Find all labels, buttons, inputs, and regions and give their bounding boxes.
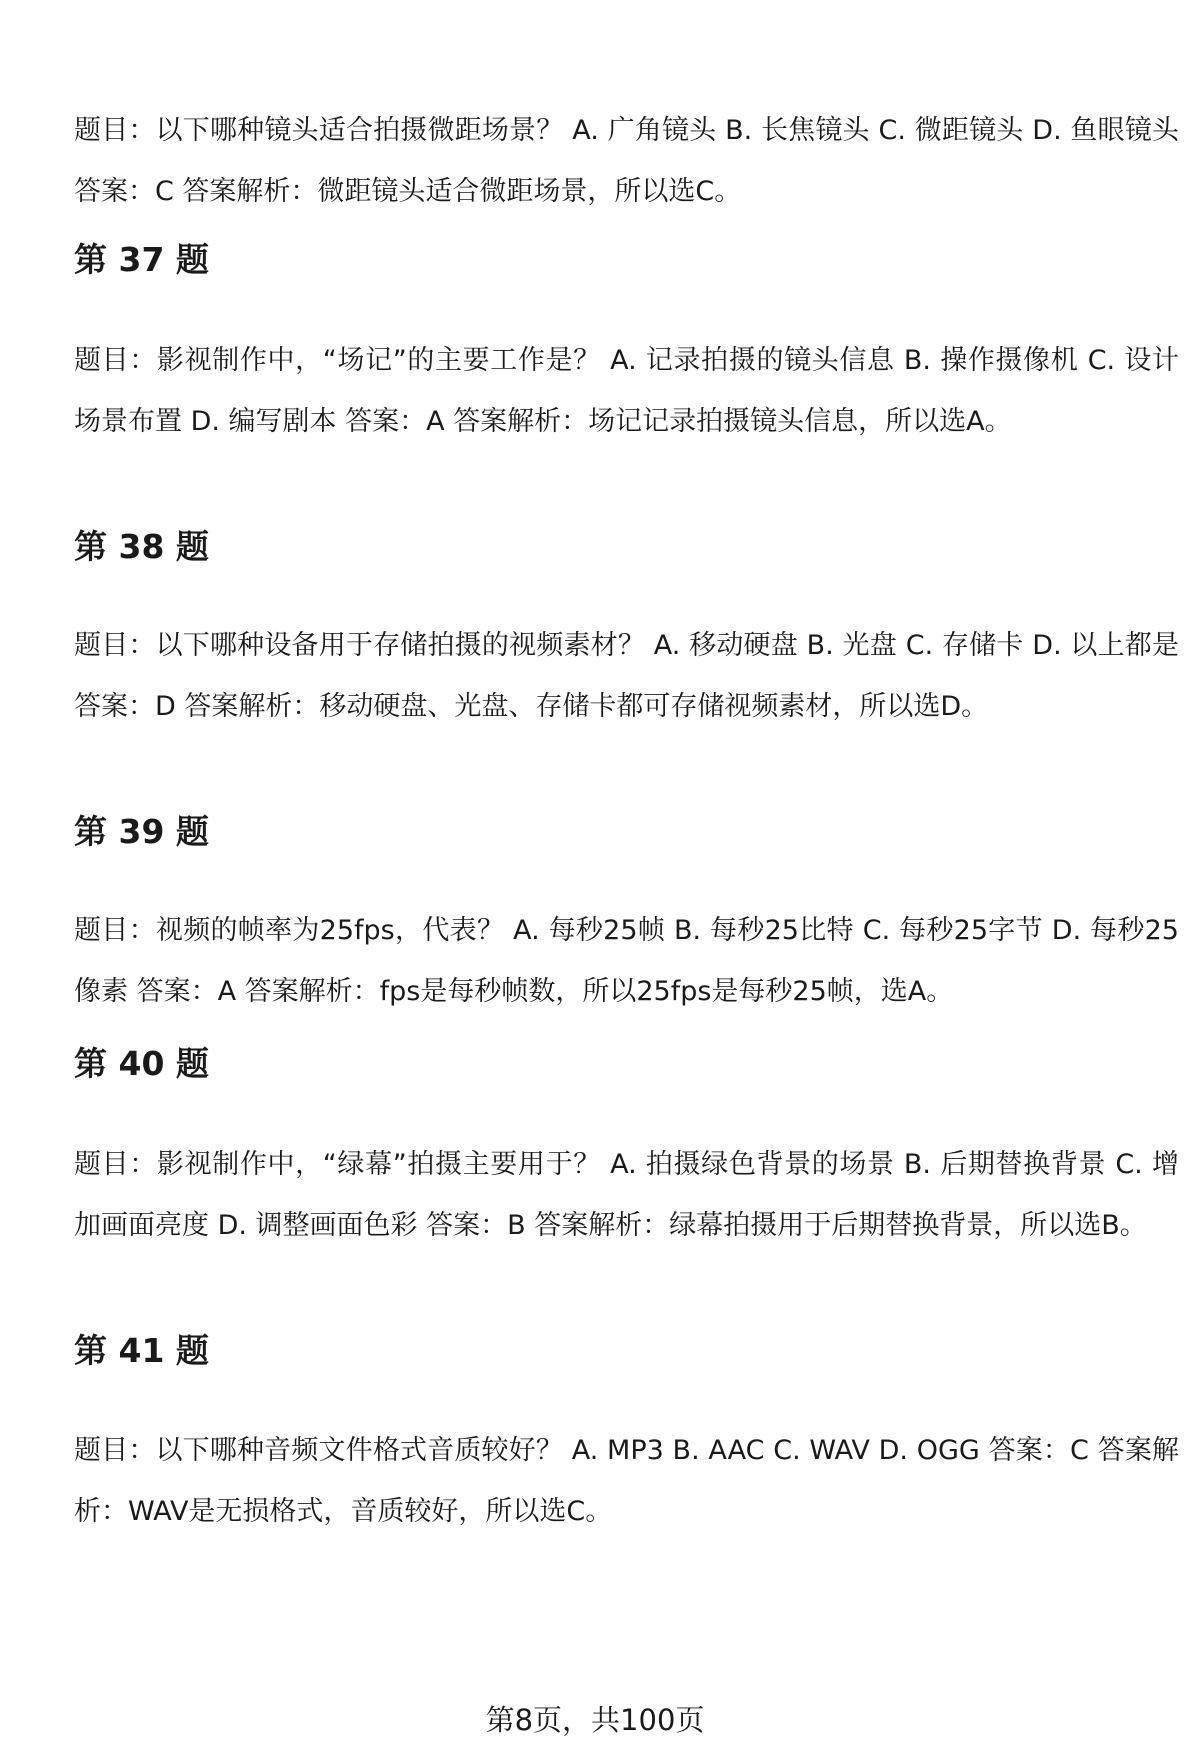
question-40-body: 题目：影视制作中，“绿幕”拍摄主要用于？ A. 拍摄绿色背景的场景 B. 后期替换背景 C. 增加画面亮度 D. 调整画面色彩 答案：B 答案解析：绿幕拍摄用于后期替换背景，所以选B。 bbox=[74, 1149, 1179, 1241]
question-36-body: 题目：以下哪种镜头适合拍摄微距场景？ A. 广角镜头 B. 长焦镜头 C. 微距镜头 D. 鱼眼镜头 答案：C 答案解析：微距镜头适合微距场景，所以选C。 bbox=[74, 115, 1179, 207]
question-41-heading: 第 41 题 bbox=[74, 1331, 209, 1370]
question-37-body: 题目：影视制作中，“场记”的主要工作是？ A. 记录拍摄的镜头信息 B. 操作摄像机 C. 设计场景布置 D. 编写剧本 答案：A 答案解析：场记记录拍摄镜头信息，所以选A。 bbox=[74, 345, 1179, 437]
question-40-heading: 第 40 题 bbox=[74, 1044, 209, 1083]
question-37-heading: 第 37 题 bbox=[74, 240, 209, 279]
question-39-body: 题目：视频的帧率为25fps，代表？ A. 每秒25帧 B. 每秒25比特 C. 每秒25字节 D. 每秒25像素 答案：A 答案解析：fps是每秒帧数，所以25fps是每秒25帧，选A。 bbox=[74, 915, 1179, 1007]
question-38-heading: 第 38 题 bbox=[74, 527, 209, 566]
page-number-footer: 第8页，共100页 bbox=[485, 1703, 705, 1737]
question-38-body: 题目：以下哪种设备用于存储拍摄的视频素材？ A. 移动硬盘 B. 光盘 C. 存储卡 D. 以上都是 答案：D 答案解析：移动硬盘、光盘、存储卡都可存储视频素材，所以选D。 bbox=[74, 630, 1179, 722]
question-39-heading: 第 39 题 bbox=[74, 812, 209, 851]
question-41-body: 题目：以下哪种音频文件格式音质较好？ A. MP3 B. AAC C. WAV D. OGG 答案：C 答案解析：WAV是无损格式，音质较好，所以选C。 bbox=[74, 1435, 1179, 1527]
